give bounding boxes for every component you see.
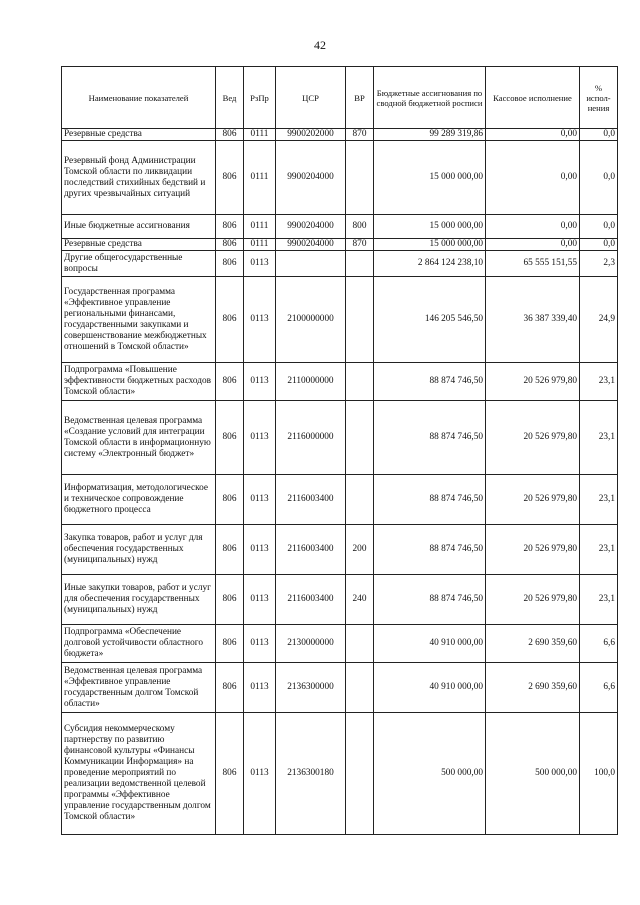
row-vr (346, 625, 374, 663)
row-cash: 20 526 979,80 (486, 575, 580, 625)
row-rzpr: 0111 (244, 239, 276, 251)
row-budget: 40 910 000,00 (374, 663, 486, 713)
row-percent: 6,6 (580, 625, 618, 663)
header-budget: Бюджетные ассигнования по сводной бюджетной росписи (374, 67, 486, 129)
row-csr: 2136300000 (276, 663, 346, 713)
row-ved: 806 (216, 239, 244, 251)
row-rzpr: 0113 (244, 475, 276, 525)
row-csr: 2110000000 (276, 363, 346, 401)
row-csr: 2116003400 (276, 475, 346, 525)
row-ved: 806 (216, 277, 244, 363)
row-name: Государственная программа «Эффективное управление региональными финансами, государственными закупками и совершенствование межбюджетных отношений в Томской области» (62, 277, 216, 363)
row-percent: 23,1 (580, 575, 618, 625)
row-vr (346, 713, 374, 835)
row-budget: 40 910 000,00 (374, 625, 486, 663)
row-name: Резервный фонд Администрации Томской области по ликвидации последствий стихийных бедствий и других чрезвычайных ситуаций (62, 141, 216, 215)
row-name: Резервные средства (62, 239, 216, 251)
row-rzpr: 0113 (244, 575, 276, 625)
row-rzpr: 0111 (244, 215, 276, 239)
row-budget: 15 000 000,00 (374, 239, 486, 251)
row-budget: 88 874 746,50 (374, 575, 486, 625)
row-percent: 24,9 (580, 277, 618, 363)
table-row (62, 525, 618, 575)
table-row (62, 663, 618, 713)
row-name: Подпрограмма «Повышение эффективности бюджетных расходов Томской области» (62, 363, 216, 401)
table-row (62, 215, 618, 239)
row-csr: 9900204000 (276, 239, 346, 251)
row-csr: 2130000000 (276, 625, 346, 663)
page-number: 42 (314, 38, 326, 52)
row-percent: 23,1 (580, 401, 618, 475)
row-cash: 500 000,00 (486, 713, 580, 835)
table-row (62, 363, 618, 401)
row-budget: 15 000 000,00 (374, 215, 486, 239)
row-cash: 65 555 151,55 (486, 251, 580, 277)
row-name: Подпрограмма «Обеспечение долговой устойчивости областного бюджета» (62, 625, 216, 663)
row-name: Иные бюджетные ассигнования (62, 215, 216, 239)
header-percent: % испол-нения (580, 67, 618, 129)
row-csr: 9900204000 (276, 141, 346, 215)
row-vr: 240 (346, 575, 374, 625)
row-percent: 100,0 (580, 713, 618, 835)
row-cash: 36 387 339,40 (486, 277, 580, 363)
table-row (62, 141, 618, 215)
row-name: Иные закупки товаров, работ и услуг для обеспечения государственных (муниципальных) нужд (62, 575, 216, 625)
table-row (62, 625, 618, 663)
header-cash: Кассовое исполнение (486, 67, 580, 129)
row-ved: 806 (216, 401, 244, 475)
row-vr: 870 (346, 129, 374, 141)
row-vr: 800 (346, 215, 374, 239)
row-name: Ведомственная целевая программа «Эффективное управление государственным долгом Томской области» (62, 663, 216, 713)
row-csr: 9900204000 (276, 215, 346, 239)
row-name: Информатизация, методологическое и техническое сопровождение бюджетного процесса (62, 475, 216, 525)
row-cash: 0,00 (486, 141, 580, 215)
table-row (62, 475, 618, 525)
row-vr (346, 251, 374, 277)
table-row (62, 277, 618, 363)
row-percent: 0,0 (580, 239, 618, 251)
header-row (62, 67, 618, 129)
row-name: Ведомственная целевая программа «Создание условий для интеграции Томской области в информационную систему «Электронный бюджет» (62, 401, 216, 475)
row-percent: 23,1 (580, 525, 618, 575)
row-name: Субсидия некоммерческому партнерству по развитию финансовой культуры «Финансы Коммуникации Информация» на проведение мероприятий по реализации ведомственной целевой программы «Эффективное управление государственным долгом Томской области» (62, 713, 216, 835)
row-vr (346, 363, 374, 401)
row-csr (276, 251, 346, 277)
row-csr: 2100000000 (276, 277, 346, 363)
row-rzpr: 0113 (244, 713, 276, 835)
row-ved: 806 (216, 475, 244, 525)
row-rzpr: 0113 (244, 363, 276, 401)
row-rzpr: 0113 (244, 663, 276, 713)
row-name: Другие общегосударственные вопросы (62, 251, 216, 277)
row-ved: 806 (216, 129, 244, 141)
row-budget: 88 874 746,50 (374, 363, 486, 401)
row-cash: 20 526 979,80 (486, 475, 580, 525)
row-cash: 20 526 979,80 (486, 363, 580, 401)
row-cash: 0,00 (486, 239, 580, 251)
row-cash: 0,00 (486, 129, 580, 141)
row-name: Резервные средства (62, 129, 216, 141)
row-percent: 2,3 (580, 251, 618, 277)
row-vr (346, 141, 374, 215)
row-budget: 500 000,00 (374, 713, 486, 835)
row-ved: 806 (216, 625, 244, 663)
row-percent: 0,0 (580, 129, 618, 141)
row-ved: 806 (216, 215, 244, 239)
row-cash: 20 526 979,80 (486, 401, 580, 475)
row-vr: 200 (346, 525, 374, 575)
row-csr: 9900202000 (276, 129, 346, 141)
row-percent: 23,1 (580, 475, 618, 525)
row-ved: 806 (216, 713, 244, 835)
row-vr (346, 475, 374, 525)
row-budget: 15 000 000,00 (374, 141, 486, 215)
row-rzpr: 0111 (244, 141, 276, 215)
row-rzpr: 0113 (244, 251, 276, 277)
row-cash: 2 690 359,60 (486, 663, 580, 713)
row-rzpr: 0113 (244, 525, 276, 575)
row-vr (346, 401, 374, 475)
header-name: Наименование показателей (62, 67, 216, 129)
row-cash: 20 526 979,80 (486, 525, 580, 575)
row-budget: 2 864 124 238,10 (374, 251, 486, 277)
table-row (62, 575, 618, 625)
budget-execution-table (61, 66, 618, 835)
row-budget: 88 874 746,50 (374, 475, 486, 525)
row-rzpr: 0111 (244, 129, 276, 141)
row-ved: 806 (216, 663, 244, 713)
header-vr: ВР (346, 67, 374, 129)
row-percent: 6,6 (580, 663, 618, 713)
row-percent: 0,0 (580, 215, 618, 239)
row-percent: 23,1 (580, 363, 618, 401)
row-rzpr: 0113 (244, 625, 276, 663)
row-csr: 2116003400 (276, 525, 346, 575)
row-vr: 870 (346, 239, 374, 251)
row-csr: 2116000000 (276, 401, 346, 475)
table-row (62, 713, 618, 835)
row-vr (346, 663, 374, 713)
row-budget: 146 205 546,50 (374, 277, 486, 363)
row-rzpr: 0113 (244, 401, 276, 475)
row-budget: 88 874 746,50 (374, 525, 486, 575)
table-row (62, 129, 618, 141)
row-ved: 806 (216, 525, 244, 575)
row-cash: 2 690 359,60 (486, 625, 580, 663)
row-percent: 0,0 (580, 141, 618, 215)
row-budget: 99 289 319,86 (374, 129, 486, 141)
row-ved: 806 (216, 141, 244, 215)
table-row (62, 239, 618, 251)
row-rzpr: 0113 (244, 277, 276, 363)
row-ved: 806 (216, 363, 244, 401)
row-cash: 0,00 (486, 215, 580, 239)
row-budget: 88 874 746,50 (374, 401, 486, 475)
row-csr: 2136300180 (276, 713, 346, 835)
row-csr: 2116003400 (276, 575, 346, 625)
row-name: Закупка товаров, работ и услуг для обеспечения государственных (муниципальных) нужд (62, 525, 216, 575)
table-row (62, 401, 618, 475)
header-rzpr: РзПр (244, 67, 276, 129)
table-row (62, 251, 618, 277)
row-ved: 806 (216, 251, 244, 277)
header-ved: Вед (216, 67, 244, 129)
row-ved: 806 (216, 575, 244, 625)
header-csr: ЦСР (276, 67, 346, 129)
row-vr (346, 277, 374, 363)
